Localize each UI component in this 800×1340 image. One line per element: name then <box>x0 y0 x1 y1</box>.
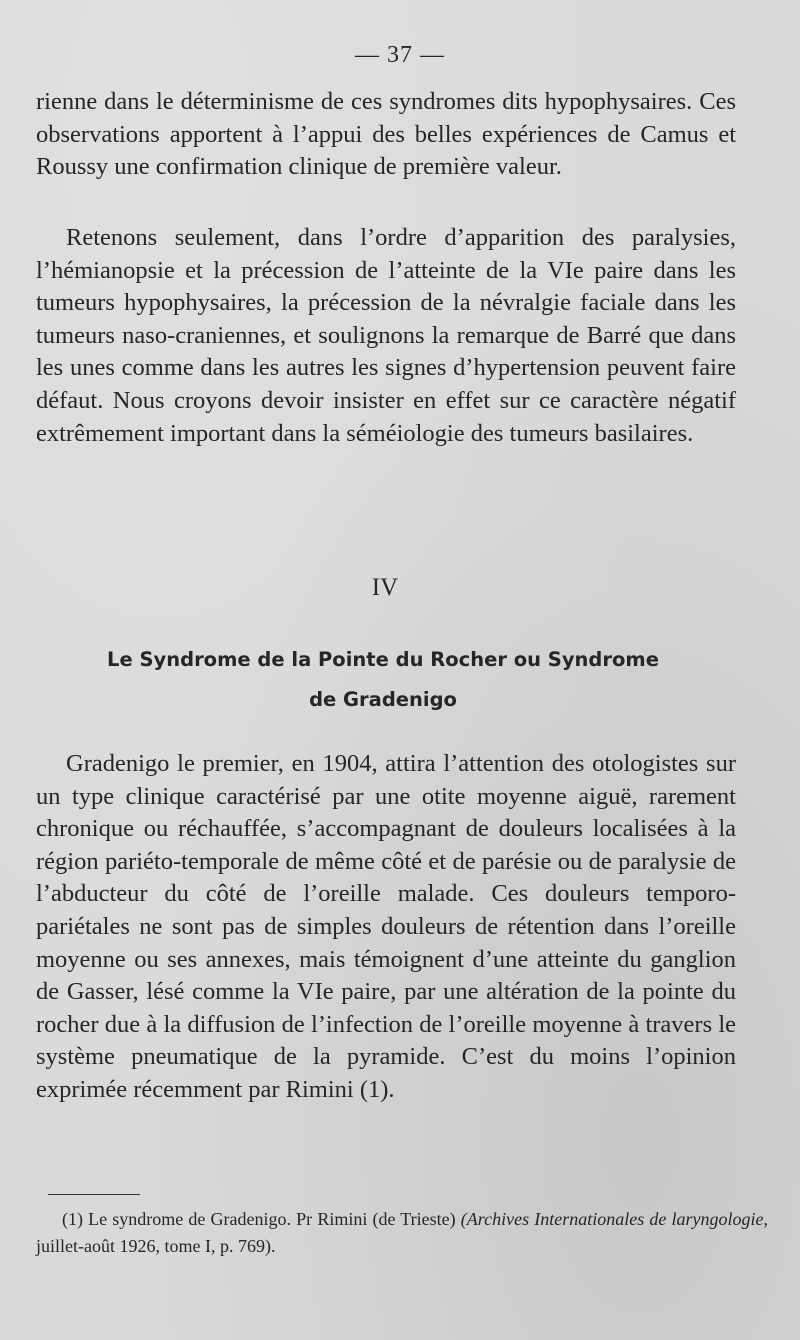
paragraph-continuation: rienne dans le déterminisme de ces syndromes dits hypophysaires. Ces observations apportent à l’appui des belles expériences de Camus et Roussy une confirmation clinique de première valeur. <box>36 88 736 181</box>
page-number: — 37 — <box>355 42 445 68</box>
section-title-line-2: de Gradenigo <box>309 688 457 711</box>
footnote-tail: , juillet-août 1926, tome I, p. 769). <box>36 1209 768 1256</box>
section-title-line-1: Le Syndrome de la Pointe du Rocher ou Syndrome <box>107 648 659 671</box>
paragraph-retenons: Retenons seulement, dans l’ordre d’apparition des paralysies, l’hémianopsie et la précession de l’atteinte de la VIe paire dans les tumeurs hypophysaires, la précession de la névralgie faciale dans les tumeurs naso-craniennes, et soulignons la remarque de Barré que dans les unes comme dans les autres les signes d’hypertension peuvent faire défaut. Nous croyons devoir insister en effet sur ce caractère négatif extrêmement important dans la séméiologie des tumeurs basilaires. <box>36 224 736 447</box>
section-number: IV <box>371 574 399 601</box>
footnote <box>36 1206 768 1260</box>
paragraph-gradenigo: Gradenigo le premier, en 1904, attira l’attention des otologistes sur un type clinique caractérisé par une otite moyenne aiguë, rarement chronique ou réchauffée, s’accompagnant de douleurs localisées à la région pariéto-temporale de même côté et de parésie ou de paralysie de l’abducteur du côté de l’oreille malade. Ces douleurs temporo-pariétales ne sont pas de simples douleurs de rétention dans l’oreille moyenne ou ses annexes, mais témoignent d’une atteinte du ganglion de Gasser, lésé comme la VIe paire, par une altération de la pointe du rocher due à la diffusion de l’infection de l’oreille moyenne à travers le système pneumatique de la pyramide. C’est du moins l’opinion exprimée récemment par Rimini (1). <box>36 750 736 1103</box>
footnote-separator <box>48 1194 140 1195</box>
footnote-text: (1) Le syndrome de Gradenigo. Pr Rimini (de Trieste) <box>62 1209 461 1229</box>
section-title <box>46 640 720 720</box>
footnote-source: (Archives Internationales de laryngologie <box>460 1209 764 1229</box>
